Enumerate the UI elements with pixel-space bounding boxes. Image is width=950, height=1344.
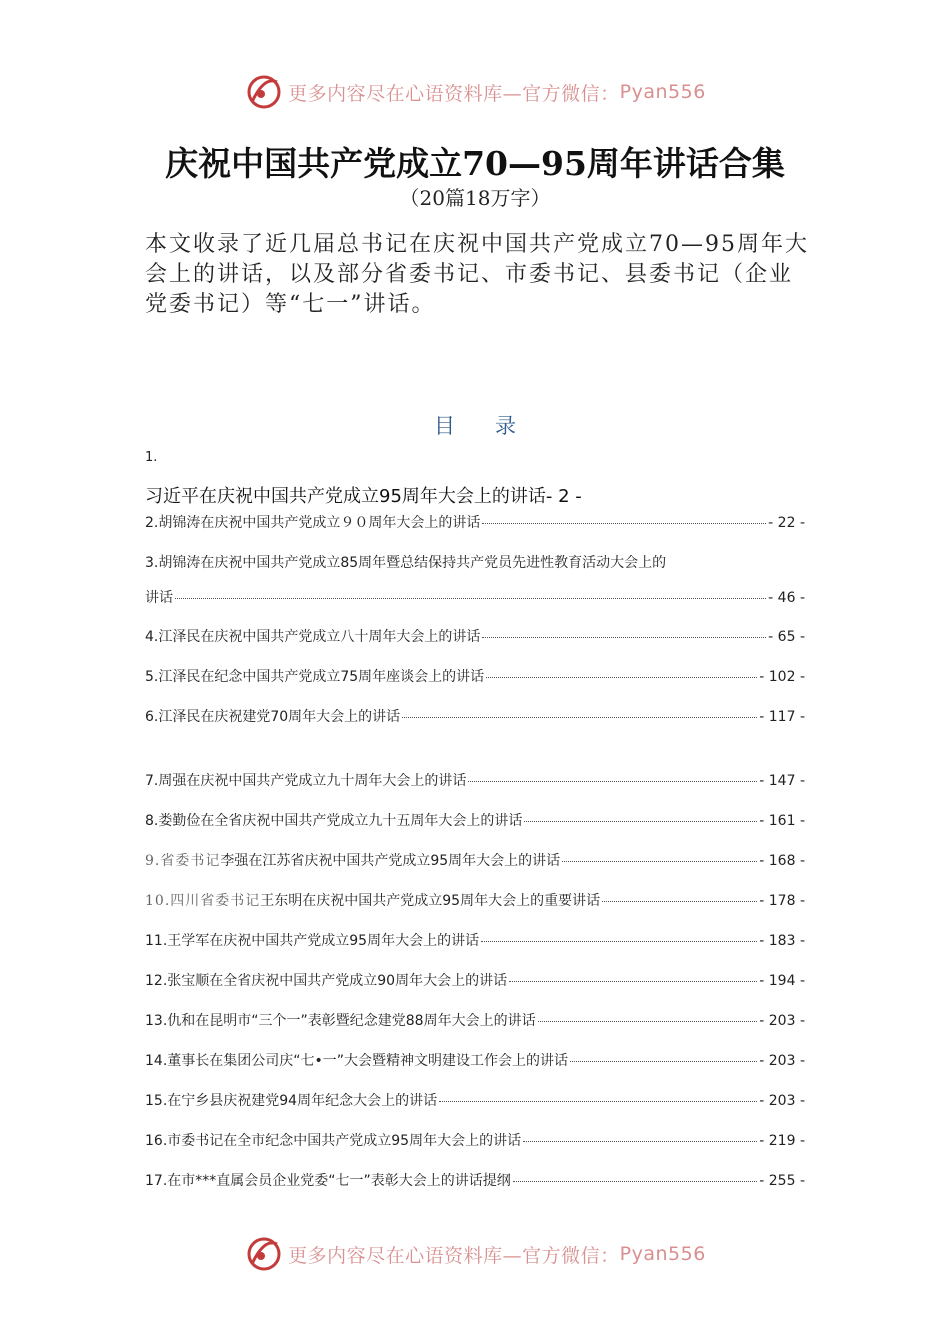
document-title: 庆祝中国共产党成立70—95周年讲话合集 (165, 144, 785, 183)
toc-page-number: - 161 - (759, 813, 805, 829)
toc-entry-6[interactable] (145, 706, 805, 726)
toc-entry-11[interactable] (145, 930, 805, 950)
toc-entry-label: 13.仇和在昆明市“三个一”表彰暨纪念建党88周年大会上的讲话 (145, 1013, 536, 1029)
toc-leader-dots (538, 1021, 758, 1022)
top-watermark-banner (0, 70, 950, 114)
toc-entry-7[interactable] (145, 770, 805, 790)
toc-entry-2[interactable] (145, 512, 805, 532)
toc-entry-label: 11.王学军在庆祝中国共产党成立95周年大会上的讲话 (145, 933, 480, 949)
toc-page-number: - 203 - (759, 1013, 805, 1029)
banner-text: 更多内容尽在心语资料库—官方微信： (288, 1244, 620, 1267)
document-subtitle: （20篇18万字） (399, 186, 551, 210)
toc-page-number: - 255 - (759, 1173, 805, 1189)
toc-leader-dots (439, 1101, 757, 1102)
toc-leader-dots (482, 637, 766, 638)
toc-page-number: - 219 - (759, 1133, 805, 1149)
toc-entry-label: 5.江泽民在纪念中国共产党成立75周年座谈会上的讲话 (145, 669, 485, 685)
toc-leader-dots (509, 981, 757, 982)
toc-page-number: - 168 - (759, 853, 805, 869)
brand-logo-icon (244, 1234, 284, 1274)
toc-page-number: - 203 - (759, 1053, 805, 1069)
toc-leader-dots (486, 677, 757, 678)
toc-leader-dots (468, 781, 757, 782)
toc-entry-label: 14.董事长在集团公司庆“七•一”大会暨精神文明建设工作会上的讲话 (145, 1053, 569, 1069)
banner-text: 更多内容尽在心语资料库—官方微信： (288, 82, 620, 105)
toc-leader-dots (602, 901, 757, 902)
toc-entry-prefix: 10.四川省委书记 (145, 893, 261, 909)
toc-first-number: 1. (145, 450, 158, 465)
banner-wechat-id: Pyan556 (619, 81, 706, 103)
toc-page-number: - 117 - (759, 709, 805, 725)
toc-entry-10[interactable] (145, 890, 805, 910)
toc-leader-dots (482, 523, 766, 524)
toc-entry-label: 8.娄勤俭在全省庆祝中国共产党成立九十五周年大会上的讲话 (145, 813, 523, 829)
toc-entry-15[interactable] (145, 1090, 805, 1110)
toc-entry-label: 2.胡锦涛在庆祝中国共产党成立９０周年大会上的讲话 (145, 515, 481, 531)
toc-entry-3[interactable] (145, 552, 805, 607)
intro-paragraph: 本文收录了近几届总书记在庆祝中国共产党成立70—95周年大会上的讲话，以及部分省委书记、市委书记、县委书记（企业党委书记）等“七一”讲话。 (145, 232, 809, 317)
brand-logo-icon (244, 72, 284, 112)
toc-entry-1[interactable]: 习近平在庆祝中国共产党成立95周年大会上的讲话- 2 - (145, 486, 582, 507)
toc-entry-label: 12.张宝顺在全省庆祝中国共产党成立90周年大会上的讲话 (145, 973, 508, 989)
toc-page-number: - 147 - (759, 773, 805, 789)
toc-leader-dots (523, 1141, 757, 1142)
toc-page-number: - 203 - (759, 1093, 805, 1109)
toc-page-number: - 22 - (768, 515, 805, 531)
toc-entry-label: 7.周强在庆祝中国共产党成立九十周年大会上的讲话 (145, 773, 467, 789)
toc-entry-label: 15.在宁乡县庆祝建党94周年纪念大会上的讲话 (145, 1093, 438, 1109)
toc-entry-4[interactable] (145, 626, 805, 646)
toc-leader-dots (175, 598, 766, 599)
toc-leader-dots (562, 861, 757, 862)
toc-page-number: - 183 - (759, 933, 805, 949)
toc-entry-label: 9.省委书记李强在江苏省庆祝中国共产党成立95周年大会上的讲话 (145, 853, 561, 869)
toc-entry-13[interactable] (145, 1010, 805, 1030)
toc-entry-12[interactable] (145, 970, 805, 990)
toc-leader-dots (513, 1181, 757, 1182)
banner-wechat-id: Pyan556 (619, 1243, 706, 1265)
bottom-watermark-banner (0, 1232, 950, 1276)
toc-entry-9[interactable] (145, 850, 805, 870)
toc-page-number: - 65 - (768, 629, 805, 645)
toc-leader-dots (481, 941, 757, 942)
toc-entry-label: 17.在市***直属会员企业党委“七一”表彰大会上的讲话提纲 (145, 1173, 511, 1189)
toc-entry-label: 3.胡锦涛在庆祝中国共产党成立85周年暨总结保持共产党员先进性教育活动大会上的 (145, 555, 667, 571)
toc-entry-16[interactable] (145, 1130, 805, 1150)
toc-entry-label: 10.四川省委书记王东明在庆祝中国共产党成立95周年大会上的重要讲话 (145, 893, 601, 909)
toc-page-number: - 102 - (759, 669, 805, 685)
toc-entry-17[interactable] (145, 1170, 805, 1190)
toc-leader-dots (402, 717, 757, 718)
toc-entry-prefix: 9.省委书记 (145, 853, 221, 869)
toc-page-number: - 194 - (759, 973, 805, 989)
toc-leader-dots (570, 1061, 757, 1062)
toc-page-number: - 178 - (759, 893, 805, 909)
toc-heading: 目录 (434, 414, 556, 438)
toc-entry-label-continued: 讲话 (145, 590, 173, 606)
toc-page-number: - 46 - (768, 590, 805, 606)
toc-entry-8[interactable] (145, 810, 805, 830)
toc-leader-dots (524, 821, 757, 822)
toc-entry-14[interactable] (145, 1050, 805, 1070)
toc-entry-label: 16.市委书记在全市纪念中国共产党成立95周年大会上的讲话 (145, 1133, 522, 1149)
toc-entry-5[interactable] (145, 666, 805, 686)
toc-entry-label: 4.江泽民在庆祝中国共产党成立八十周年大会上的讲话 (145, 629, 481, 645)
toc-entry-label: 6.江泽民在庆祝建党70周年大会上的讲话 (145, 709, 401, 725)
